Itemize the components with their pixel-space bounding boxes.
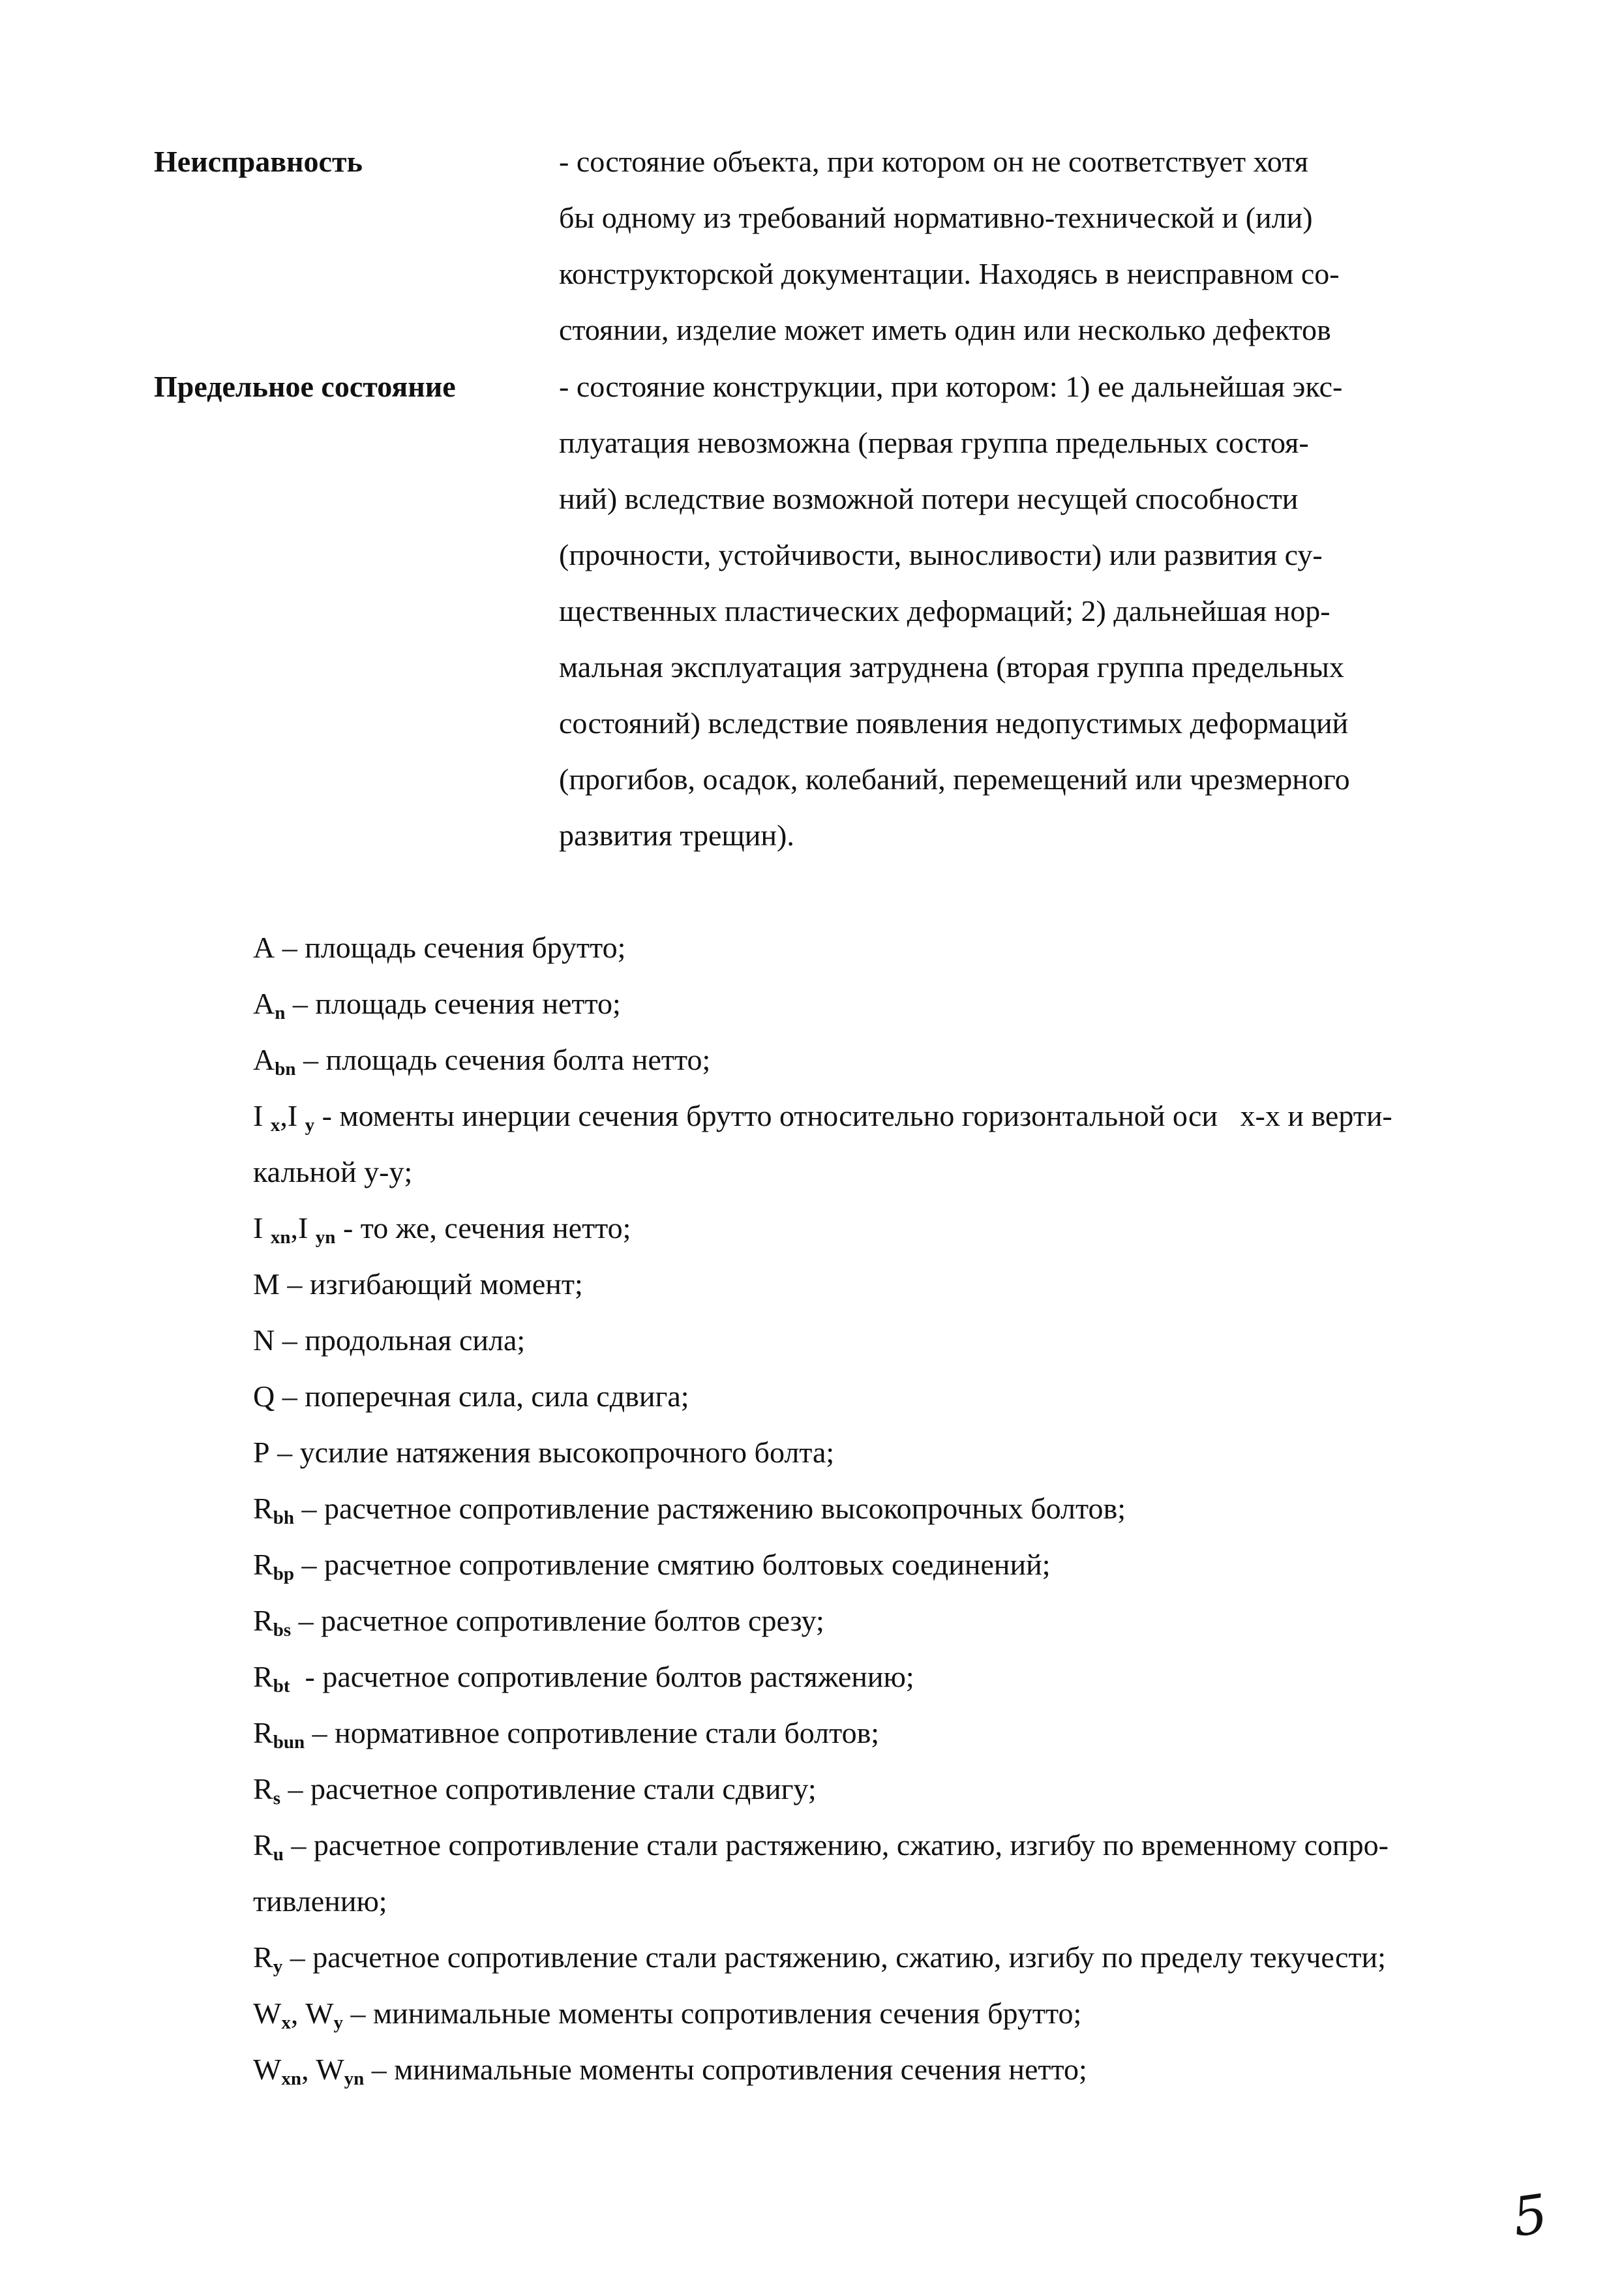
symbol-letter: M [253, 1267, 280, 1301]
notation-item [253, 1200, 1525, 1256]
notation-separator: – [282, 1940, 313, 1974]
definition-line: конструкторской документации. Находясь в неисправном со- [559, 257, 1340, 290]
definition-line: плуатация невозможна (первая группа предельных состоя- [559, 426, 1309, 459]
notation-separator: – [295, 1043, 326, 1076]
notation-separator: – [364, 2053, 395, 2086]
symbol-letter: R [253, 1548, 273, 1581]
notation-symbol [253, 2053, 365, 2089]
symbol-letter: I [253, 1099, 271, 1132]
definition-line: - состояние конструкции, при котором: 1) ее дальнейшая экс- [559, 370, 1343, 403]
notation-item [253, 1368, 1525, 1425]
symbol-subscript: bp [273, 1563, 294, 1584]
notation-item [253, 1256, 1525, 1312]
notation-item [253, 1761, 1525, 1817]
notation-item [253, 1649, 1525, 1705]
notation-symbol [253, 1043, 296, 1079]
notation-symbol [253, 1267, 280, 1301]
notation-symbol [253, 1940, 283, 1977]
symbol-letter: A [253, 931, 275, 964]
notation-item [253, 976, 1525, 1032]
notation-description: то же, сечения нетто; [360, 1211, 631, 1245]
notation-description: расчетное сопротивление стали растяжению, сжатию, изгибу по временному сопро- [313, 1828, 1389, 1862]
notation-symbol [253, 1211, 336, 1248]
symbol-subscript: yn [315, 1227, 336, 1248]
notation-separator: – [275, 1380, 305, 1413]
notation-item [253, 920, 1525, 976]
notation-description: поперечная сила, сила сдвига; [305, 1380, 689, 1413]
definition-line: бы одному из требований нормативно-технической и (или) [559, 201, 1313, 234]
symbol-letter: I [253, 1211, 271, 1245]
symbol-subscript: x [270, 1115, 280, 1136]
symbol-letter: R [253, 1828, 273, 1862]
notation-item [253, 1481, 1525, 1537]
notation-description: площадь сечения нетто; [315, 987, 621, 1020]
symbol-letter: A [253, 987, 275, 1020]
notation-item [253, 1929, 1525, 1985]
symbol-letter: A [253, 1043, 275, 1076]
symbol-subscript: bt [273, 1676, 290, 1697]
notation-description: продольная сила; [305, 1323, 526, 1357]
notation-symbol [253, 1828, 284, 1865]
notation-description: нормативное сопротивление стали болтов; [335, 1716, 880, 1749]
notation-description: моменты инерции сечения брутто относительно горизонтальной оси x-x и верти- [339, 1099, 1392, 1132]
notation-separator: – [291, 1604, 322, 1637]
symbol-subscript: u [273, 1844, 284, 1865]
symbol-letter: Q [253, 1380, 275, 1413]
notation-separator: – [305, 1716, 335, 1749]
symbol-letter: ,I [290, 1211, 316, 1245]
notation-description: расчетное сопротивление стали сдвигу; [310, 1772, 817, 1805]
symbol-subscript: y [305, 1115, 315, 1136]
definition-line: щественных пластических деформаций; 2) дальнейшая нор- [559, 594, 1331, 627]
notation-separator: – [279, 1267, 310, 1301]
definition-line: (прочности, устойчивости, выносливости) или развития су- [559, 538, 1323, 571]
notation-symbol [253, 1604, 292, 1640]
notation-description: расчетное сопротивление стали растяжению, сжатию, изгибу по пределу текучести; [312, 1940, 1386, 1974]
definition-line: (прогибов, осадок, колебаний, перемещений или чрезмерного [559, 762, 1350, 796]
notation-separator: – [275, 1323, 305, 1357]
symbol-letter: , W [290, 1997, 334, 2030]
notation-symbol [253, 1492, 294, 1528]
notation-separator: – [280, 1772, 310, 1805]
notation-item [253, 1537, 1525, 1593]
notation-separator: – [269, 1436, 300, 1469]
notation-symbol [253, 1436, 270, 1469]
symbol-subscript: bn [275, 1059, 296, 1079]
definition-term: Предельное состояние [154, 370, 456, 403]
notation-item [253, 1817, 1525, 1929]
symbol-subscript: bs [273, 1620, 292, 1640]
notation-symbol [253, 987, 286, 1023]
notation-item [253, 1705, 1525, 1761]
notation-symbol [253, 1380, 275, 1413]
notation-separator: – [343, 1997, 374, 2030]
notation-item [253, 1425, 1525, 1481]
symbol-letter: W [253, 2053, 282, 2086]
notation-separator: - [335, 1211, 361, 1245]
page-number: 5 [1509, 2182, 1552, 2250]
notation-item [253, 1032, 1525, 1088]
notation-symbol [253, 931, 275, 964]
definition-line: состояний) вследствие появления недопустимых деформаций [559, 706, 1349, 740]
notation-symbol [253, 1660, 290, 1697]
notation-separator: – [275, 931, 305, 964]
notation-description: площадь сечения болта нетто; [325, 1043, 711, 1076]
symbol-subscript: bun [273, 1732, 305, 1753]
symbol-letter: R [253, 1716, 273, 1749]
notation-description: минимальные моменты сопротивления сечения брутто; [373, 1997, 1082, 2030]
symbol-subscript: bh [273, 1507, 294, 1528]
symbol-subscript: x [281, 2012, 291, 2033]
notation-description-continued: тивлению; [253, 1884, 387, 1918]
symbol-subscript: yn [344, 2068, 365, 2089]
symbol-subscript: y [273, 1956, 283, 1977]
symbol-letter: R [253, 1660, 273, 1693]
symbol-subscript: n [275, 1003, 286, 1023]
notation-symbol [253, 1716, 305, 1753]
symbol-letter: R [253, 1604, 273, 1637]
notation-description: изгибающий момент; [309, 1267, 583, 1301]
notation-description: площадь сечения брутто; [305, 931, 626, 964]
notation-symbol [253, 1099, 315, 1136]
symbol-letter: , W [301, 2053, 344, 2086]
symbol-letter: R [253, 1772, 273, 1805]
notation-description: расчетное сопротивление смятию болтовых соединений; [323, 1548, 1051, 1581]
notation-description: минимальные моменты сопротивления сечения нетто; [394, 2053, 1087, 2086]
definition-line: мальная эксплуатация затруднена (вторая группа предельных [559, 650, 1344, 684]
notation-description: расчетное сопротивление растяжению высокопрочных болтов; [323, 1492, 1126, 1525]
notation-description: усилие натяжения высокопрочного болта; [299, 1436, 835, 1469]
symbol-letter: R [253, 1492, 273, 1525]
notation-item [253, 1088, 1525, 1200]
notation-item [253, 1985, 1525, 2042]
notation-separator: - [290, 1660, 323, 1693]
definition-term: Неисправность [154, 145, 363, 178]
notation-description-continued: кальной y-y; [253, 1155, 413, 1188]
notation-description: расчетное сопротивление болтов срезу; [321, 1604, 824, 1637]
notation-item [253, 1593, 1525, 1649]
notation-separator: - [314, 1099, 340, 1132]
symbol-letter: R [253, 1940, 273, 1974]
symbol-subscript: y [333, 2012, 344, 2033]
symbol-subscript: xn [270, 1227, 291, 1248]
symbol-letter: W [253, 1997, 282, 2030]
definition-text [559, 134, 1426, 358]
notation-list [253, 920, 1525, 2098]
definition-text [559, 359, 1426, 864]
definition-line: - состояние объекта, при котором он не соответствует хотя [559, 145, 1308, 178]
notation-symbol [253, 1323, 275, 1357]
definition-line: ний) вследствие возможной потери несущей способности [559, 482, 1299, 515]
notation-separator: – [293, 1548, 324, 1581]
notation-separator: – [285, 987, 316, 1020]
symbol-subscript: s [273, 1788, 280, 1809]
notation-item [253, 2042, 1525, 2098]
symbol-letter: ,I [280, 1099, 305, 1132]
notation-symbol [253, 1772, 280, 1809]
notation-separator: – [293, 1492, 324, 1525]
symbol-letter: N [253, 1323, 275, 1357]
definition-line: развития трещин). [559, 819, 794, 852]
notation-description: расчетное сопротивление болтов растяжению; [322, 1660, 914, 1693]
symbol-subscript: xn [281, 2068, 302, 2089]
notation-separator: – [283, 1828, 314, 1862]
notation-symbol [253, 1997, 344, 2033]
notation-symbol [253, 1548, 294, 1584]
definition-line: стоянии, изделие может иметь один или несколько дефектов [559, 313, 1331, 346]
symbol-letter: P [253, 1436, 270, 1469]
notation-item [253, 1312, 1525, 1368]
